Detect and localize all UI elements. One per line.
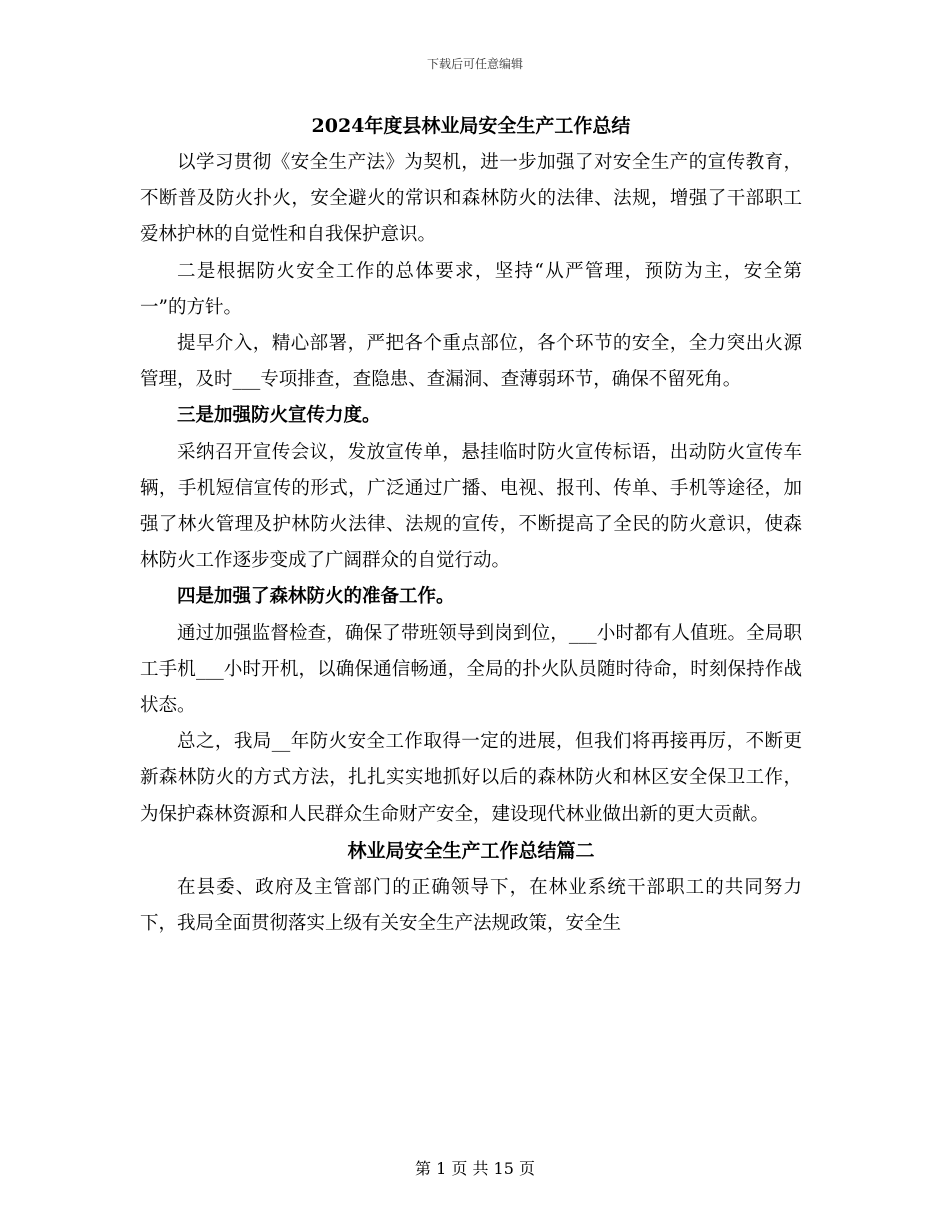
paragraph: 采纳召开宣传会议，发放宣传单，悬挂临时防火宣传标语，出动防火宣传车辆，手机短信宣传的形式，广泛通过广播、电视、报刊、传单、手机等途径，加强了林火管理及护林防火法律、法规的宣传，不断提高了全民的防火意识，使森林防火工作逐步变成了广阔群众的自觉行动。 (140, 441, 802, 572)
paragraph: 总之，我局__年防火安全工作取得一定的进展，但我们将再接再厉，不断更新森林防火的方式方法，扎扎实实地抓好以后的森林防火和林区安全保卫工作，为保护森林资源和人民群众生命财产安全，建设现代林业做出新的更大贡献。 (140, 731, 802, 825)
document-body (140, 108, 802, 942)
paragraph: 以学习贯彻《安全生产法》为契机，进一步加强了对安全生产的宣传教育，不断普及防火扑火，安全避火的常识和森林防火的法律、法规，增强了干部职工爱林护林的自觉性和自我保护意识。 (140, 152, 802, 246)
paragraph: 通过加强监督检查，确保了带班领导到岗到位，___小时都有人值班。全局职工手机___小时开机，以确保通信畅通，全局的扑火队员随时待命，时刻保持作战状态。 (140, 622, 802, 717)
paragraph: 二是根据防火安全工作的总体要求，坚持“从严管理，预防为主，安全第一”的方针。 (140, 260, 802, 318)
header-note: 下载后可任意编辑 (426, 57, 523, 71)
page-footer: 第 1 页 共 15 页 (415, 1159, 535, 1178)
paragraph: 提早介入，精心部署，严把各个重点部位，各个环节的安全，全力突出火源管理，及时___专项排查，查隐患、查漏洞、查薄弱环节，确保不留死角。 (140, 333, 802, 391)
section-heading: 三是加强防火宣传力度。 (177, 405, 381, 427)
section-title: 林业局安全生产工作总结篇二 (347, 839, 595, 862)
paragraph: 在县委、政府及主管部门的正确领导下，在林业系统干部职工的共同努力下，我局全面贯彻落实上级有关安全生产法规政策，安全生 (140, 876, 802, 935)
document-title: 2024年度县林业局安全生产工作总结 (311, 115, 631, 137)
section-heading: 四是加强了森林防火的准备工作。 (177, 586, 455, 608)
